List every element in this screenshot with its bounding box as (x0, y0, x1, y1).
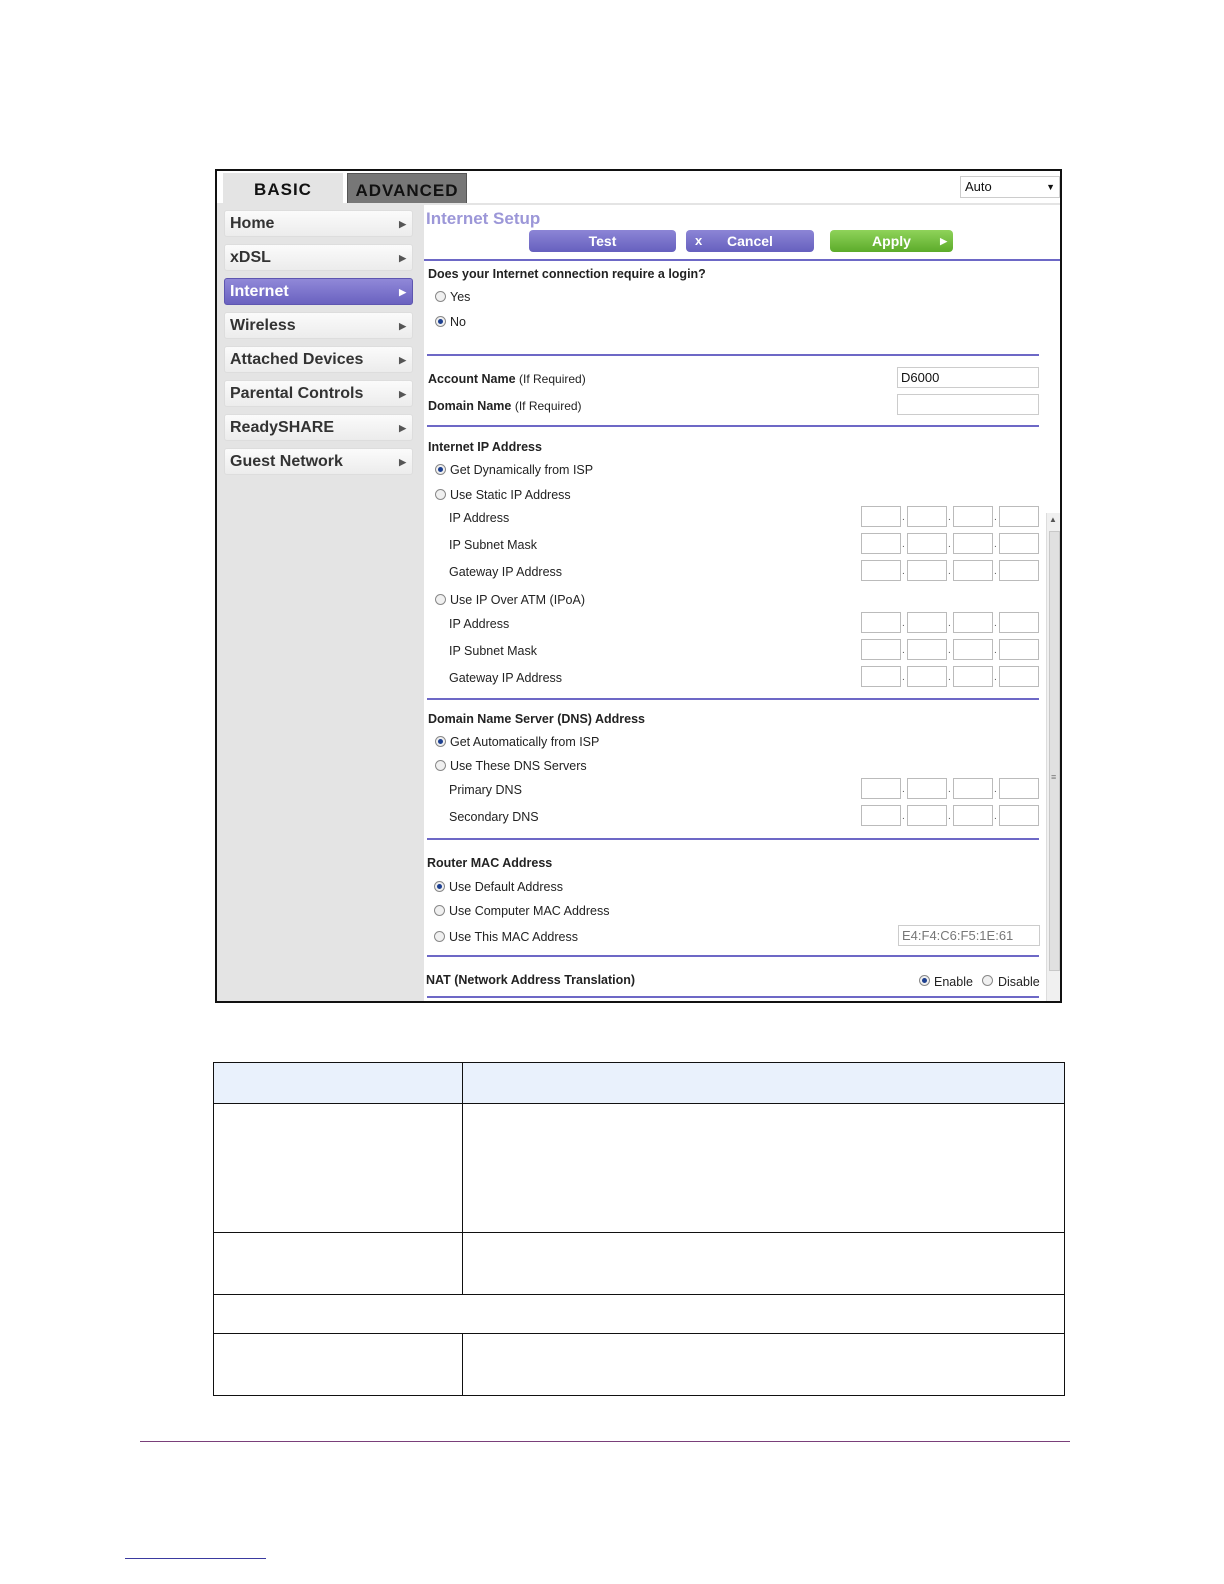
dns-manual-radio[interactable] (435, 760, 446, 771)
sidebar-item-label: Home (230, 215, 275, 232)
apply-button-label: Apply (872, 233, 911, 249)
ip-octet-input[interactable] (999, 666, 1039, 687)
domain-name-text: Domain Name (428, 399, 512, 413)
ipoa-gateway-label: Gateway IP Address (449, 671, 563, 685)
octet-separator: . (994, 784, 997, 795)
account-name-input[interactable]: D6000 (897, 367, 1039, 388)
octet-separator: . (994, 645, 997, 656)
router-admin-window (215, 169, 1062, 1003)
nat-disable-radio[interactable] (982, 975, 993, 986)
octet-separator: . (994, 811, 997, 822)
chevron-right-icon: ▶ (399, 457, 406, 467)
section-divider (427, 955, 1039, 957)
dns-heading: Domain Name Server (DNS) Address (428, 712, 645, 726)
sidebar (217, 205, 424, 1003)
sidebar-item-label: Internet (230, 283, 289, 300)
login-no-radio[interactable] (435, 316, 446, 327)
octet-separator: . (948, 566, 951, 577)
ip-octet-input[interactable] (907, 805, 947, 826)
octet-separator: . (902, 566, 905, 577)
ip-octet-input[interactable] (999, 778, 1039, 799)
dns-auto-radio[interactable] (435, 736, 446, 747)
octet-separator: . (948, 618, 951, 629)
language-value: Auto (965, 179, 992, 194)
octet-separator: . (994, 672, 997, 683)
mac-heading: Router MAC Address (427, 856, 553, 870)
primary-dns-label: Primary DNS (449, 783, 522, 797)
account-name-label (428, 372, 586, 386)
ip-octet-input[interactable] (907, 533, 947, 554)
ip-octet-input[interactable] (907, 639, 947, 660)
ip-octet-input[interactable] (953, 533, 993, 554)
chevron-right-icon: ▶ (399, 287, 406, 297)
ip-octet-input[interactable] (953, 612, 993, 633)
secondary-dns-label: Secondary DNS (449, 810, 539, 824)
domain-name-req: (If Required) (514, 399, 582, 413)
chevron-right-icon: ▶ (399, 219, 406, 229)
table-column-divider (462, 1333, 463, 1396)
page-title: Internet Setup (426, 209, 541, 228)
octet-separator: . (994, 539, 997, 550)
nat-label: NAT (Network Address Translation) (426, 973, 636, 987)
table-divider (214, 1103, 1064, 1104)
footer-link-underline (125, 1558, 266, 1559)
sidebar-item-wireless[interactable] (224, 312, 413, 339)
nat-disable-label: Disable (998, 975, 1040, 989)
grip-icon: ≡ (1051, 772, 1057, 782)
octet-separator: . (902, 645, 905, 656)
main-content (424, 205, 1062, 1003)
ip-octet-input[interactable] (953, 560, 993, 581)
tab-basic[interactable]: BASIC (223, 173, 343, 204)
sidebar-item-guest-network[interactable] (224, 448, 413, 475)
sidebar-item-label: xDSL (230, 249, 271, 266)
table-divider (214, 1333, 1064, 1334)
scrollbar[interactable] (1046, 513, 1062, 1001)
mac-default-radio[interactable] (434, 881, 445, 892)
octet-separator: . (948, 512, 951, 523)
page-footer-rule (140, 1441, 1070, 1442)
chevron-right-icon: ▶ (399, 355, 406, 365)
ip-octet-input[interactable] (999, 533, 1039, 554)
octet-separator: . (948, 784, 951, 795)
table-divider (214, 1294, 1064, 1295)
sidebar-item-xdsl[interactable] (224, 244, 413, 271)
chevron-right-icon: ▶ (399, 389, 406, 399)
ip-ipoa-label: Use IP Over ATM (IPoA) (450, 593, 585, 607)
mac-computer-radio[interactable] (434, 905, 445, 916)
sidebar-item-internet[interactable] (224, 278, 413, 305)
octet-separator: . (994, 512, 997, 523)
ip-octet-input[interactable] (907, 560, 947, 581)
octet-separator: . (902, 784, 905, 795)
scrollbar-thumb[interactable] (1049, 531, 1060, 971)
ip-octet-input[interactable] (953, 805, 993, 826)
mac-computer-label: Use Computer MAC Address (449, 904, 610, 918)
sidebar-item-home[interactable] (224, 210, 413, 237)
ip-octet-input[interactable] (861, 805, 901, 826)
language-select[interactable] (960, 176, 1060, 198)
section-divider (427, 838, 1039, 840)
sidebar-item-parental-controls[interactable] (224, 380, 413, 407)
login-yes-radio[interactable] (435, 291, 446, 302)
octet-separator: . (948, 672, 951, 683)
top-tab-bar (217, 171, 1060, 205)
sidebar-item-label: ReadySHARE (230, 419, 335, 436)
domain-name-label (428, 399, 582, 413)
sidebar-item-label: Guest Network (230, 453, 343, 470)
apply-button[interactable] (830, 230, 953, 252)
chevron-right-icon: ▶ (940, 236, 947, 246)
doc-table (213, 1062, 1065, 1396)
octet-separator: . (948, 645, 951, 656)
octet-separator: . (994, 618, 997, 629)
octet-separator: . (902, 672, 905, 683)
ip-ipoa-radio[interactable] (435, 594, 446, 605)
table-column-divider (462, 1063, 463, 1295)
ip-static-radio[interactable] (435, 489, 446, 500)
static-subnet-label: IP Subnet Mask (449, 538, 538, 552)
login-yes-label: Yes (450, 290, 471, 304)
static-gateway-label: Gateway IP Address (449, 565, 563, 579)
ip-static-label: Use Static IP Address (450, 488, 571, 502)
sidebar-item-attached-devices[interactable] (224, 346, 413, 373)
ip-dynamic-label: Get Dynamically from ISP (450, 463, 594, 477)
octet-separator: . (902, 512, 905, 523)
octet-separator: . (994, 566, 997, 577)
section-divider (427, 425, 1039, 427)
static-ip-address-fields (861, 506, 1041, 527)
chevron-right-icon: ▶ (399, 423, 406, 433)
octet-separator: . (902, 618, 905, 629)
ip-octet-input[interactable] (999, 560, 1039, 581)
ip-octet-input[interactable] (953, 778, 993, 799)
nat-enable-label: Enable (934, 975, 973, 989)
ip-octet-input[interactable] (861, 560, 901, 581)
static-ip-address-label: IP Address (449, 511, 510, 525)
mac-address-input[interactable]: E4:F4:C6:F5:1E:61 (898, 925, 1040, 946)
nat-enable-radio[interactable] (919, 975, 930, 986)
ip-octet-input[interactable] (861, 506, 901, 527)
test-button[interactable] (529, 230, 676, 252)
ip-octet-input[interactable] (861, 612, 901, 633)
close-icon: x (695, 233, 703, 248)
header-divider (424, 259, 1062, 261)
login-question: Does your Internet connection require a login? (428, 267, 706, 281)
ip-octet-input[interactable] (999, 639, 1039, 660)
ip-octet-input[interactable] (999, 612, 1039, 633)
sidebar-item-label: Attached Devices (230, 351, 364, 368)
sidebar-item-readyshare[interactable] (224, 414, 413, 441)
dns-auto-label: Get Automatically from ISP (450, 735, 600, 749)
ip-octet-input[interactable] (861, 533, 901, 554)
mac-this-radio[interactable] (434, 931, 445, 942)
table-divider (214, 1232, 1064, 1233)
cancel-button[interactable] (686, 230, 814, 252)
static-gateway-fields (861, 560, 1041, 581)
ip-dynamic-radio[interactable] (435, 464, 446, 475)
scroll-up-icon[interactable]: ▲ (1049, 515, 1057, 524)
static-subnet-fields (861, 533, 1041, 554)
sidebar-item-label: Parental Controls (230, 385, 364, 402)
chevron-right-icon: ▶ (399, 321, 406, 331)
ip-octet-input[interactable] (861, 666, 901, 687)
ip-octet-input[interactable] (907, 778, 947, 799)
domain-name-input[interactable] (897, 394, 1039, 415)
octet-separator: . (948, 539, 951, 550)
account-name-text: Account Name (428, 372, 516, 386)
ip-octet-input[interactable] (861, 778, 901, 799)
table-header-row (214, 1063, 1064, 1103)
ip-octet-input[interactable] (861, 639, 901, 660)
sidebar-item-label: Wireless (230, 317, 296, 334)
mac-this-label: Use This MAC Address (449, 930, 578, 944)
primary-dns-fields (861, 778, 1041, 799)
login-no-label: No (450, 315, 466, 329)
ip-octet-input[interactable] (953, 506, 993, 527)
test-button-label: Test (588, 233, 617, 249)
chevron-down-icon: ▼ (1046, 182, 1055, 192)
section-divider (427, 996, 1039, 998)
mac-default-label: Use Default Address (449, 880, 563, 894)
ip-octet-input[interactable] (907, 666, 947, 687)
secondary-dns-fields (861, 805, 1041, 826)
dns-manual-label: Use These DNS Servers (450, 759, 587, 773)
ipoa-ip-address-label: IP Address (449, 617, 510, 631)
ip-octet-input[interactable] (999, 805, 1039, 826)
section-divider (427, 698, 1039, 700)
ipoa-subnet-fields (861, 639, 1041, 660)
chevron-right-icon: ▶ (399, 253, 406, 263)
ip-octet-input[interactable] (907, 612, 947, 633)
tab-advanced[interactable]: ADVANCED (347, 173, 467, 204)
account-name-req: (If Required) (519, 372, 586, 386)
ip-octet-input[interactable] (907, 506, 947, 527)
ip-octet-input[interactable] (999, 506, 1039, 527)
ipoa-subnet-label: IP Subnet Mask (449, 644, 538, 658)
octet-separator: . (902, 539, 905, 550)
ip-octet-input[interactable] (953, 666, 993, 687)
ip-octet-input[interactable] (953, 639, 993, 660)
internet-ip-heading: Internet IP Address (428, 440, 542, 454)
ipoa-gateway-fields (861, 666, 1041, 687)
octet-separator: . (948, 811, 951, 822)
ipoa-ip-address-fields (861, 612, 1041, 633)
section-divider (427, 354, 1039, 356)
octet-separator: . (902, 811, 905, 822)
cancel-button-label: Cancel (727, 233, 773, 249)
